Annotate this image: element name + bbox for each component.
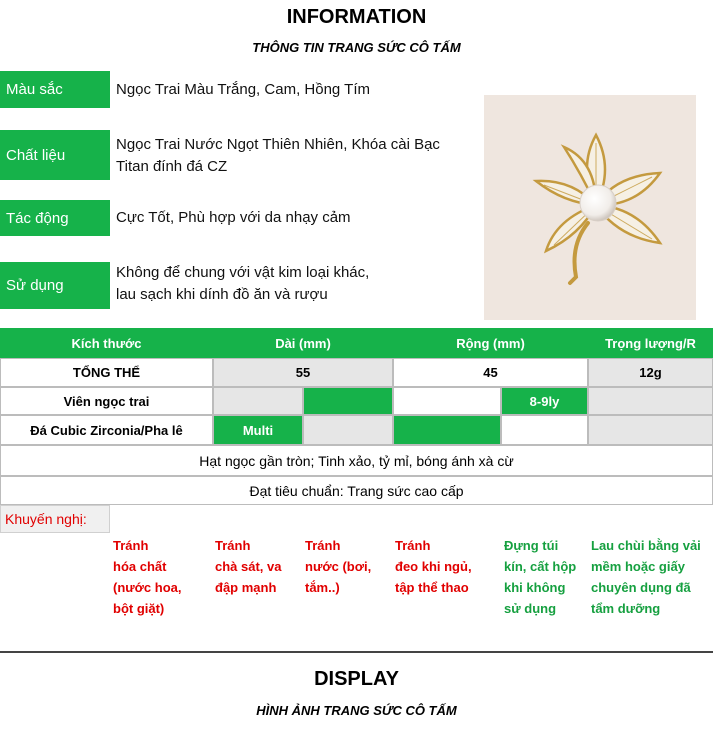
- rec-sleep-line-2: đeo khi ngủ,: [395, 559, 472, 574]
- pearl-size: 8-9ly: [501, 387, 588, 415]
- display-subtitle: HÌNH ẢNH TRANG SỨC CÔ TẤM: [256, 703, 457, 718]
- label-effect-text: Tác động: [6, 209, 69, 227]
- rec-sleep-line-3: tập thể thao: [395, 580, 469, 595]
- rec-water-line-3: tắm..): [305, 580, 340, 595]
- label-color: [0, 71, 110, 108]
- rec-chemicals-line-3: (nước hoa,: [113, 580, 182, 595]
- rec-cleaning-line-3: chuyên dụng đã: [591, 580, 691, 595]
- value-material-line-1: Ngọc Trai Nước Ngọt Thiên Nhiên, Khóa cài Bạc: [116, 136, 440, 153]
- value-usage: [116, 262, 486, 306]
- pearl-cell-3: [393, 387, 501, 415]
- stone-cell-4: [501, 415, 588, 445]
- rec-cleaning-line-4: tẩm dưỡng: [591, 601, 661, 616]
- rec-storage: [504, 535, 590, 619]
- page-subtitle: THÔNG TIN TRANG SỨC CÔ TẤM: [252, 40, 461, 55]
- rec-friction-line-2: chà sát, va: [215, 559, 282, 574]
- overall-width: 45: [393, 358, 588, 387]
- label-effect: [0, 200, 110, 236]
- rec-cleaning-line-1: Lau chùi bằng vải: [591, 538, 701, 553]
- value-usage-line-1: Không để chung với vật kim loại khác,: [116, 264, 370, 281]
- overall-weight: 12g: [588, 358, 713, 387]
- rec-chemicals-line-4: bột giặt): [113, 601, 165, 616]
- display-title: DISPLAY: [314, 668, 399, 690]
- value-material: [116, 134, 486, 178]
- overall-label: TỔNG THỂ: [72, 365, 141, 380]
- rec-sleep: [395, 535, 500, 598]
- section-divider: [0, 651, 713, 653]
- rec-water: [305, 535, 393, 598]
- value-effect: Cực Tốt, Phù hợp với da nhạy cảm: [116, 209, 351, 226]
- rec-cleaning: [591, 535, 713, 619]
- rec-cleaning-line-2: mềm hoặc giấy: [591, 559, 685, 574]
- value-material-line-2: Titan đính đá CZ: [116, 158, 228, 175]
- overall-length: 55: [213, 358, 393, 387]
- rec-sleep-line-1: Tránh: [395, 538, 431, 553]
- page-title: INFORMATION: [286, 6, 427, 28]
- pearl-cell-1: [213, 387, 303, 415]
- value-usage-line-2: lau sạch khi dính đồ ăn và rượu: [116, 286, 328, 303]
- stone-cell-2: [303, 415, 393, 445]
- note-quality: Hạt ngọc gần tròn; Tinh xảo, tỷ mỉ, bóng ánh xà cừ: [0, 445, 713, 476]
- recommendation-label: Khuyến nghị:: [0, 505, 110, 533]
- header-length: Dài (mm): [275, 335, 331, 351]
- label-color-text: Màu sắc: [6, 81, 63, 98]
- rec-chemicals-line-1: Tránh: [113, 538, 149, 553]
- pearl-cell-2: [303, 387, 393, 415]
- value-color: Ngọc Trai Màu Trắng, Cam, Hồng Tím: [116, 81, 370, 98]
- rec-storage-line-3: khi không: [504, 580, 566, 595]
- rec-storage-line-4: sử dụng: [504, 601, 557, 616]
- rec-chemicals-line-2: hóa chất: [113, 559, 167, 574]
- pearl-cell-5: [588, 387, 713, 415]
- note-standard: Đạt tiêu chuẩn: Trang sức cao cấp: [0, 476, 713, 505]
- header-width: Rộng (mm): [456, 335, 525, 351]
- overall-label-cell: [0, 358, 213, 387]
- rec-storage-line-2: kín, cất hộp: [504, 559, 577, 574]
- rec-friction-line-3: đập mạnh: [215, 580, 277, 595]
- stone-cell-5: [588, 415, 713, 445]
- label-material-text: Chất liệu: [6, 146, 66, 164]
- spec-table-header: [0, 328, 713, 358]
- stone-cell-3: [393, 415, 501, 445]
- rec-storage-line-1: Đựng túi: [504, 538, 559, 553]
- header-size: Kích thước: [71, 335, 142, 351]
- rec-water-line-1: Tránh: [305, 538, 341, 553]
- product-image: [484, 95, 696, 320]
- rec-chemicals: [113, 535, 208, 619]
- label-usage: [0, 262, 110, 309]
- rec-friction: [215, 535, 305, 598]
- header-weight: Trọng lượng/R: [605, 335, 696, 351]
- pearl-label: Viên ngọc trai: [0, 387, 213, 415]
- rec-friction-line-1: Tránh: [215, 538, 251, 553]
- stone-value: Multi: [213, 415, 303, 445]
- rec-water-line-2: nước (bơi,: [305, 559, 372, 574]
- label-material: [0, 130, 110, 180]
- stone-label: Đá Cubic Zirconia/Pha lê: [0, 415, 213, 445]
- label-usage-text: Sử dụng: [6, 277, 64, 294]
- pearl-leaf-brooch-icon: [484, 95, 696, 320]
